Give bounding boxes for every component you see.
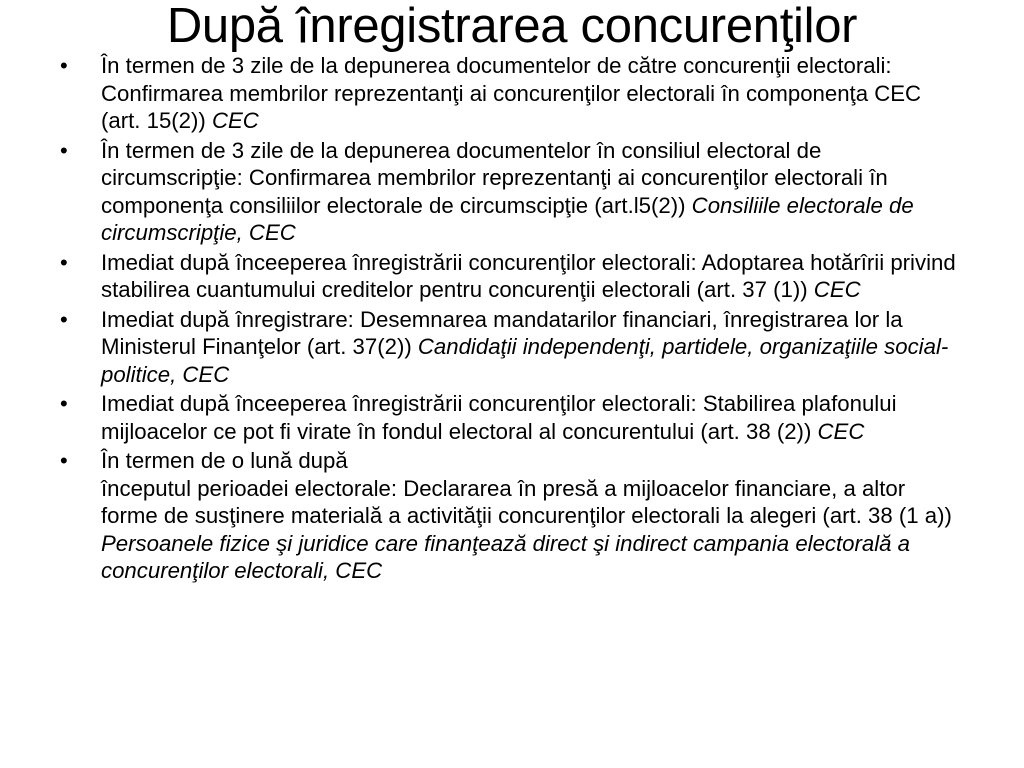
bullet-icon: • <box>60 249 68 275</box>
item-text: În termen de 3 zile de la depunerea documentelor de către concurenţii electorali: Confirmarea membrilor reprezentanţi ai concurenţilor electorali în componenţa CEC (art. 15(2)) <box>101 53 922 133</box>
list-item <box>60 390 960 445</box>
list-item <box>60 52 960 135</box>
list-item <box>60 447 960 585</box>
bullet-icon: • <box>60 137 68 163</box>
item-responsible: CEC <box>817 418 865 444</box>
item-responsible: Candidaţii independenţi, partidele, organizaţiile social-politice, CEC <box>101 334 949 387</box>
item-responsible: Persoanele fizice şi juridice care finanţează direct şi indirect campania electorală a concurenţilor electorali, CEC <box>101 530 911 583</box>
list-item <box>60 137 960 247</box>
slide-title: După înregistrarea concurenţilor <box>166 0 858 53</box>
item-text: În termen de 3 zile de la depunerea documentelor în consiliul electoral de circumscripţie: Confirmarea membrilor reprezentanţi ai concurenţilor electorali în componenţa consiliilor electorale de circumscipţie (art.l5(2)) <box>101 137 888 218</box>
item-responsible: Consiliile electorale de circumscripţie, CEC <box>101 192 914 245</box>
item-text-line1: În termen de o lună după <box>101 448 348 473</box>
bullet-icon: • <box>60 448 68 473</box>
item-text: începutul perioadei electorale: Declararea în presă a mijloacelor financiare, a altor forme de susţinere materială a activităţii concurenţilor electorali la alegeri (art. 38 (1 a)) <box>101 475 952 528</box>
list-item <box>60 306 960 389</box>
item-text: Imediat după înceeperea înregistrării concurenţilor electorali: Stabilirea plafonului mijloacelor ce pot fi virate în fondul electoral al concurentului (art. 38 (2)) <box>101 391 897 444</box>
item-responsible: CEC <box>813 277 861 302</box>
item-text: Imediat după înceeperea înregistrării concurenţilor electorali: Adoptarea hotărîrii privind stabilirea cuantumului creditelor pentru concurenţii electorali (art. 37 (1)) <box>101 249 956 302</box>
bullet-icon: • <box>60 53 68 78</box>
bullet-icon: • <box>60 391 68 416</box>
item-responsible: CEC <box>211 108 259 133</box>
list-item <box>60 249 960 304</box>
bullet-list <box>60 52 960 587</box>
bullet-icon: • <box>60 306 68 332</box>
item-text: Imediat după înregistrare: Desemnarea mandatarilor financiari, înregistrarea lor la Ministerul Finanţelor (art. 37(2)) <box>101 306 903 359</box>
